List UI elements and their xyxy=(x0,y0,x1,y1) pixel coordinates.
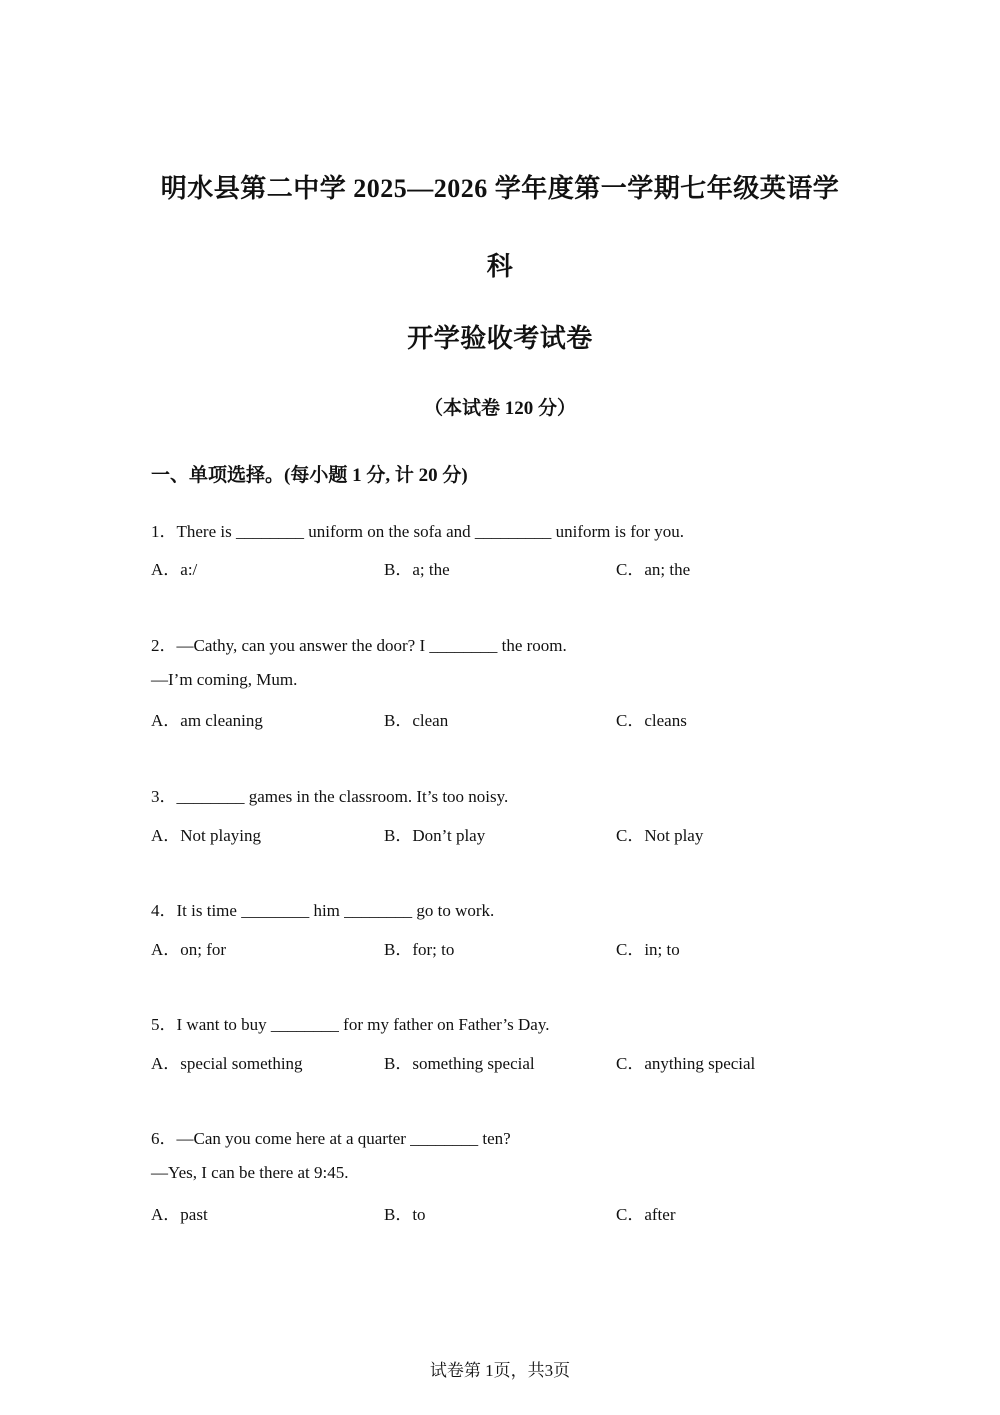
option-b: B．something special xyxy=(384,1054,535,1073)
option-a: A．am cleaning xyxy=(151,711,263,730)
question-stem: 5．I want to buy ________ for my father on Father’s Day. xyxy=(151,1015,550,1034)
exam-title-line-2: 科 xyxy=(486,252,514,281)
question-stem: 6．—Can you come here at a quarter ________ ten? xyxy=(151,1129,511,1148)
question-stem: 3．________ games in the classroom. It’s too noisy. xyxy=(151,787,509,806)
option-b: B．to xyxy=(384,1205,426,1224)
question-stem: 1．There is ________ uniform on the sofa and _________ uniform is for you. xyxy=(151,522,685,541)
option-c: C．Not play xyxy=(616,826,704,845)
option-c: C．in; to xyxy=(616,940,680,959)
exam-title-line-1: 明水县第二中学 2025—2026 学年度第一学期七年级英语学 xyxy=(160,174,840,203)
option-c: C．cleans xyxy=(616,711,687,730)
option-a: A．a:/ xyxy=(151,560,198,579)
option-b: B．clean xyxy=(384,711,449,730)
question-stem: 4．It is time ________ him ________ go to work. xyxy=(151,901,495,920)
option-a: A．on; for xyxy=(151,940,227,959)
exam-title-line-3: 开学验收考试卷 xyxy=(407,324,593,353)
option-a: A．Not playing xyxy=(151,826,262,845)
option-c: C．after xyxy=(616,1205,676,1224)
option-b: B．a; the xyxy=(384,560,450,579)
option-a: A．special something xyxy=(151,1054,303,1073)
option-c: C．anything special xyxy=(616,1054,756,1073)
section-heading: 一、单项选择。(每小题 1 分, 计 20 分) xyxy=(151,465,468,486)
score-note: （本试卷 120 分） xyxy=(423,398,576,419)
option-a: A．past xyxy=(151,1205,208,1224)
question-reply: —I’m coming, Mum. xyxy=(151,670,298,689)
question-stem: 2．—Cathy, can you answer the door? I ________ the room. xyxy=(151,636,567,655)
question-reply: —Yes, I can be there at 9:45. xyxy=(151,1163,349,1182)
option-b: B．Don’t play xyxy=(384,826,486,845)
option-b: B．for; to xyxy=(384,940,455,959)
page-footer: 试卷第 1页，共3页 xyxy=(429,1361,571,1380)
option-c: C．an; the xyxy=(616,560,691,579)
